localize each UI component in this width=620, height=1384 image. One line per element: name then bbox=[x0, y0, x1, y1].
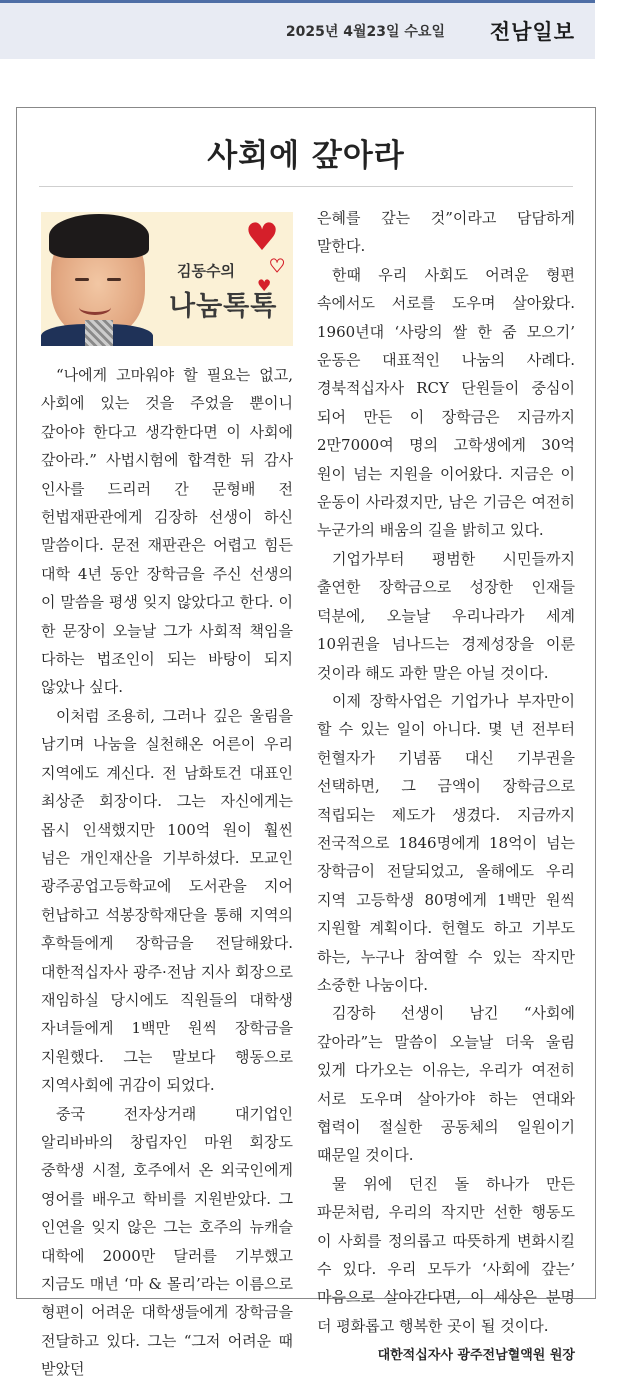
author-hair bbox=[49, 214, 149, 258]
paragraph: 김장하 선생이 남긴 “사회에 갚아라”는 말씀이 오늘날 더욱 울림 있게 다가오는 이유는, 우리가 여전히 서로 도우며 살아가야 하는 연대와 협력이 절실한 공동체의 일원이기 때문일 것이다. bbox=[317, 1004, 575, 1165]
column-series-title: 나눔톡톡 bbox=[169, 291, 278, 322]
author-byline: 대한적십자사 광주전남혈액원 원장 bbox=[377, 1348, 575, 1364]
column-article bbox=[16, 107, 596, 1379]
newspaper-header bbox=[0, 0, 595, 59]
column-author-label: 김동수의 bbox=[177, 262, 235, 280]
heart-icon: ♥ bbox=[245, 215, 280, 259]
paragraph: 이처럼 조용히, 그러나 깊은 울림을 남기며 나눔을 실천해온 어른이 우리 지역에도 계신다. 전 남화토건 대표인 최상준 회장이다. 그는 자신에게는 몹시 인색했지만 100억 원이 훨씬 넘은 개인재산을 기부하셨다. 모교인 광주공업고등학교에 도서관을 지어 헌납하고 석봉장학재단을 통해 지역의 후학들에게 장학금을 전달해왔다. 대한적십자사 광주·전남 지사 회장으로 재임하실 당시에도 직원들의 대학생 자녀들에게 1백만 원씩 장학금을 지원했다. 그는 말보다 행동으로 지역사회에 귀감이 되었다. bbox=[41, 706, 293, 1095]
author-eye-left bbox=[75, 278, 89, 281]
author-eye-right bbox=[107, 278, 121, 281]
paragraph: 중국 전자상거래 대기업인 알리바바의 창립자인 마윈 회장도 중학생 시절, 호주에서 온 외국인에게 영어를 배우고 학비를 지원받았다. 그 인연을 잊지 않은 그는 호주의 뉴캐슬 대학에 2000만 달러를 기부했고 지금도 매년 ‘마 & 몰리’라는 이름으로 형편이 어려운 대학생들에게 장학금을 전달하고 있다. 그는 “그저 어려운 때 받았던 bbox=[41, 1104, 293, 1379]
paragraph-continued: 은혜를 갚는 것”이라고 담담하게 말한다. bbox=[317, 209, 575, 256]
paragraph: 한때 우리 사회도 어려운 형편 속에서도 서로를 도우며 살아왔다. 1960년대 ‘사랑의 쌀 한 줌 모으기’ 운동은 대표적인 나눔의 사례다. 경북적십자사 RCY 단원들이 중심이 되어 만든 이 장학금은 지금까지 2만7000여 명의 고학생에게 30억 원이 넘는 지원을 이어왔다. 지금은 이 운동이 사라졌지만, 남은 기금은 여전히 누군가의 배움의 길을 밝히고 있다. bbox=[317, 265, 575, 540]
paragraph: 이제 장학사업은 기업가나 부자만이 할 수 있는 일이 아니다. 몇 년 전부터 헌혈자가 기념품 대신 기부권을 선택하면, 그 금액이 장학금으로 적립되는 제도가 생겼다. 지금까지 전국적으로 1846명에게 18억이 넘는 장학금이 전달되었고, 올해에도 우리 지역 고등학생 80명에게 1백만 원씩 지원할 계획이다. 헌혈도 하고 기부도 하는, 누구나 참여할 수 있는 작지만 소중한 나눔이다. bbox=[317, 691, 575, 994]
paragraph: 기업가부터 평범한 시민들까지 출연한 장학금으로 성장한 인재들 덕분에, 오늘날 우리나라가 세계 10위권을 넘나드는 경제성장을 이룬 것이라 해도 과한 말은 아닐 것이다. bbox=[317, 549, 575, 682]
small-heart-icon: ♥ bbox=[257, 276, 272, 295]
article-title: 사회에 갚아라 bbox=[207, 138, 405, 174]
title-divider bbox=[39, 186, 573, 187]
publication-date: 2025년 4월23일 수요일 bbox=[285, 24, 445, 40]
paragraph: “나에게 고마워야 할 필요는 없고, 사회에 있는 것을 주었을 뿐이니 갚아야 한다고 생각한다면 이 사회에 갚아라.” 사법시험에 합격한 뒤 감사 인사를 드리러 간 문형배 전 헌법재판관에게 김장하 선생이 하신 말씀이다. 문전 재판관은 어렵고 힘든 대학 4년 동안 장학금을 주신 선생의 이 말씀을 평생 잊지 않았다고 한다. 이 한 문장이 오늘날 그가 사회적 책임을 다하는 법조인이 되는 바탕이 되지 않았나 싶다. bbox=[41, 366, 293, 697]
heart-outline-icon: ♥ bbox=[269, 256, 286, 277]
newspaper-name: 전남일보 bbox=[489, 19, 575, 44]
column-banner bbox=[41, 212, 293, 346]
author-scarf bbox=[85, 320, 113, 346]
article-column-left bbox=[41, 361, 293, 1384]
author-smile bbox=[79, 300, 111, 315]
paragraph: 물 위에 던진 돌 하나가 만든 파문처럼, 우리의 작지만 선한 행동도 이 사회를 정의롭고 따뜻하게 변화시킬 수 있다. 우리 모두가 ‘사회에 갚는’ 마음으로 살아간다면, 이 세상은 분명 더 평화롭고 행복한 곳이 될 것이다. bbox=[317, 1174, 575, 1335]
article-column-right bbox=[317, 204, 575, 1371]
